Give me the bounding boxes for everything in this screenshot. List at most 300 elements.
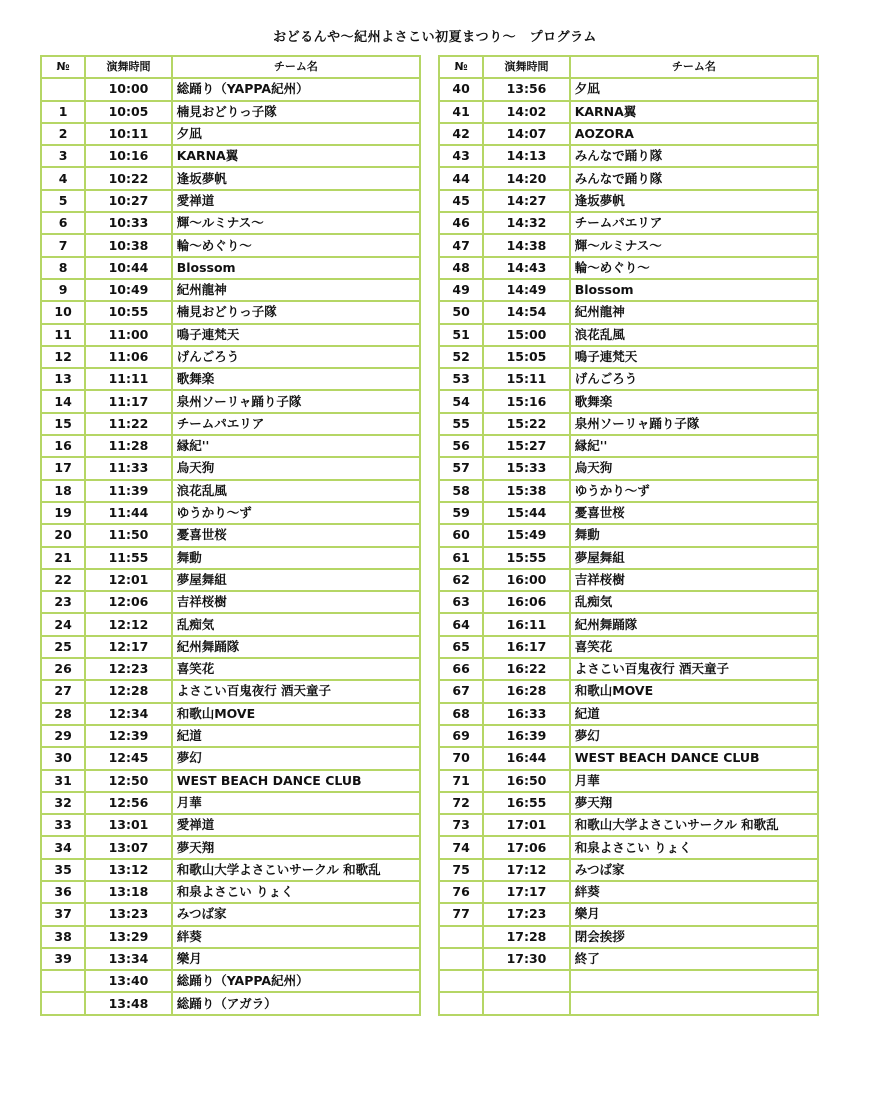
cell-no: 38 [42,927,86,949]
cell-time: 16:06 [484,592,570,614]
cell-team: WEST BEACH DANCE CLUB [173,771,419,793]
cell-team: げんごろう [571,369,817,391]
table-row [440,525,817,547]
table-row [440,369,817,391]
table-row [42,481,419,503]
table-row [42,837,419,859]
cell-time: 10:16 [86,146,172,168]
cell-team: 輪〜めぐり〜 [571,258,817,280]
cell-no: 23 [42,592,86,614]
cell-time: 14:20 [484,168,570,190]
cell-team: 紀州龍神 [571,302,817,324]
cell-time: 14:49 [484,280,570,302]
cell-team: 夢幻 [571,726,817,748]
cell-time: 13:40 [86,971,172,993]
cell-time: 11:22 [86,414,172,436]
table-row [440,347,817,369]
cell-time: 17:28 [484,927,570,949]
cell-team: 泉州ソーリャ踊り子隊 [571,414,817,436]
cell-time: 16:00 [484,570,570,592]
cell-team: 和歌山MOVE [571,681,817,703]
table-row [42,993,419,1013]
cell-no: 69 [440,726,484,748]
table-row [440,793,817,815]
cell-team: 和歌山MOVE [173,704,419,726]
cell-time: 12:56 [86,793,172,815]
cell-team: 絆葵 [571,882,817,904]
table-row [440,280,817,302]
cell-team: WEST BEACH DANCE CLUB [571,748,817,770]
cell-team: 総踊り（アガラ） [176,995,277,1011]
table-row [42,79,419,101]
cell-time: 12:50 [86,771,172,793]
table-row [42,815,419,837]
cell-time: 13:07 [86,837,172,859]
table-row [42,325,419,347]
table-row [440,570,817,592]
cell-time: 17:06 [484,837,570,859]
cell-time: 12:23 [86,659,172,681]
cell-team: 月華 [173,793,419,815]
cell-time: 16:28 [484,681,570,703]
table-row [440,882,817,904]
cell-time: 13:34 [86,949,172,971]
cell-time: 12:34 [86,704,172,726]
cell-team: 夢屋舞組 [173,570,419,592]
cell-team: 樂月 [173,949,419,971]
cell-no: 35 [42,860,86,882]
cell-time: 16:17 [484,637,570,659]
cell-time: 17:17 [484,882,570,904]
cell-no: 15 [42,414,86,436]
table-row [42,726,419,748]
cell-team: 夕凪 [173,124,419,146]
table-row [42,525,419,547]
cell-time: 14:43 [484,258,570,280]
cell-time: 10:05 [86,102,172,124]
table-row [440,971,817,993]
cell-team: 紀州舞踊隊 [173,637,419,659]
cell-time: 10:33 [86,213,172,235]
cell-no: 43 [440,146,484,168]
cell-team: 浪花乱風 [173,481,419,503]
cell-no: 33 [42,815,86,837]
table-row [440,927,817,949]
cell-team: 絆葵 [173,927,419,949]
cell-team: よさこい百鬼夜行 酒天童子 [571,659,817,681]
cell-team: 紀州舞踊隊 [571,614,817,636]
cell-team: 夢屋舞組 [571,548,817,570]
table-row [42,637,419,659]
cell-no: 18 [42,481,86,503]
cell-no: 49 [440,280,484,302]
cell-time: 17:12 [484,860,570,882]
cell-no: 17 [42,458,86,480]
table-row [42,168,419,190]
table-row [42,369,419,391]
cell-no: 16 [42,436,86,458]
cell-no [440,949,484,971]
table-row [440,325,817,347]
cell-time: 15:16 [484,391,570,413]
cell-no: 28 [42,704,86,726]
cell-time: 15:27 [484,436,570,458]
cell-team: 逢坂夢帆 [571,191,817,213]
cell-team: チームパエリア [571,213,817,235]
table-row [42,904,419,926]
header-no: № [440,57,484,79]
cell-time: 15:22 [484,414,570,436]
cell-no: 20 [42,525,86,547]
cell-team: 喜笑花 [173,659,419,681]
cell-no: 39 [42,949,86,971]
cell-team: 憂喜世桜 [571,503,817,525]
cell-no: 4 [42,168,86,190]
cell-time: 16:55 [484,793,570,815]
table-row [440,993,817,1013]
cell-no: 11 [42,325,86,347]
cell-team: 愛禅道 [173,815,419,837]
cell-no: 45 [440,191,484,213]
cell-team: 烏天狗 [571,458,817,480]
table-row [440,302,817,324]
table-row [440,748,817,770]
cell-team: 終了 [571,949,817,971]
cell-no [440,993,484,1013]
cell-no: 47 [440,235,484,257]
cell-no: 8 [42,258,86,280]
cell-no: 74 [440,837,484,859]
cell-team [571,993,817,1013]
table-row [42,391,419,413]
page-title: おどるんや〜紀州よさこい初夏まつり〜 プログラム [273,30,597,45]
cell-no: 25 [42,637,86,659]
cell-no: 42 [440,124,484,146]
table-row [42,771,419,793]
cell-time: 14:13 [484,146,570,168]
cell-team: Blossom [173,258,419,280]
cell-no [440,971,484,993]
cell-team: 夢幻 [173,748,419,770]
table-header-row [42,57,419,79]
cell-time: 11:11 [86,369,172,391]
cell-team: 縁紀'' [173,436,419,458]
table-row [440,124,817,146]
cell-no: 68 [440,704,484,726]
cell-team: 和歌山大学よさこいサークル 和歌乱 [571,815,817,837]
cell-no: 26 [42,659,86,681]
cell-no [42,79,86,101]
table-row [42,191,419,213]
cell-no: 30 [42,748,86,770]
cell-no: 22 [42,570,86,592]
cell-no: 57 [440,458,484,480]
cell-no: 29 [42,726,86,748]
header-team: チーム名 [173,57,419,79]
cell-team: 閉会挨拶 [571,927,817,949]
table-row [440,503,817,525]
cell-no: 76 [440,882,484,904]
cell-no: 70 [440,748,484,770]
cell-time: 15:33 [484,458,570,480]
cell-team: 楠見おどりっ子隊 [173,102,419,124]
cell-time: 11:44 [86,503,172,525]
cell-no: 34 [42,837,86,859]
cell-no: 21 [42,548,86,570]
cell-team: 鳴子連梵天 [173,325,419,347]
cell-team: 夕凪 [571,79,817,101]
cell-team: 歌舞楽 [173,369,419,391]
cell-no: 44 [440,168,484,190]
cell-time: 12:28 [86,681,172,703]
cell-no: 66 [440,659,484,681]
cell-team: 縁紀'' [571,436,817,458]
cell-time: 16:33 [484,704,570,726]
table-row [42,860,419,882]
cell-team: Blossom [571,280,817,302]
table-row [440,904,817,926]
cell-time: 11:06 [86,347,172,369]
cell-team: 喜笑花 [571,637,817,659]
cell-team: みつば家 [173,904,419,926]
table-row [440,191,817,213]
cell-no: 13 [42,369,86,391]
cell-no: 24 [42,614,86,636]
cell-time: 12:17 [86,637,172,659]
header-time: 演舞時間 [484,57,570,79]
cell-no: 3 [42,146,86,168]
cell-time [484,993,570,1013]
cell-time: 13:29 [86,927,172,949]
cell-team: 輝〜ルミナス〜 [173,213,419,235]
cell-no: 71 [440,771,484,793]
cell-team: KARNA翼 [173,146,419,168]
cell-time: 13:23 [86,904,172,926]
cell-time: 10:44 [86,258,172,280]
table-row [440,102,817,124]
cell-no: 51 [440,325,484,347]
cell-no: 64 [440,614,484,636]
table-row [42,793,419,815]
cell-time: 14:02 [484,102,570,124]
table-row [42,414,419,436]
cell-no: 7 [42,235,86,257]
cell-team: 月華 [571,771,817,793]
table-row [440,704,817,726]
cell-time: 12:06 [86,592,172,614]
program-table-right [438,55,819,1016]
cell-time: 15:38 [484,481,570,503]
cell-time: 13:18 [86,882,172,904]
cell-team: ゆうかり〜ず [571,481,817,503]
table-row [42,971,419,993]
table-row [42,213,419,235]
cell-no: 61 [440,548,484,570]
table-row [440,837,817,859]
table-row [440,481,817,503]
table-row [440,726,817,748]
cell-time: 11:28 [86,436,172,458]
table-row [440,213,817,235]
cell-time: 14:32 [484,213,570,235]
cell-team: 吉祥桜樹 [173,592,419,614]
cell-no: 62 [440,570,484,592]
table-row [42,280,419,302]
table-row [42,102,419,124]
table-row [440,146,817,168]
cell-time: 15:44 [484,503,570,525]
program-table-left [40,55,421,1016]
table-row [42,503,419,525]
table-row [42,748,419,770]
cell-no: 50 [440,302,484,324]
cell-time: 10:38 [86,235,172,257]
cell-no: 54 [440,391,484,413]
table-row [42,548,419,570]
cell-time: 12:39 [86,726,172,748]
cell-time: 11:55 [86,548,172,570]
cell-no: 12 [42,347,86,369]
cell-team: 憂喜世桜 [173,525,419,547]
cell-team: 吉祥桜樹 [571,570,817,592]
cell-time: 11:33 [86,458,172,480]
table-row [440,614,817,636]
cell-no: 65 [440,637,484,659]
cell-time: 17:23 [484,904,570,926]
program-table-left-body [42,57,419,1014]
cell-time: 15:05 [484,347,570,369]
table-row [440,168,817,190]
cell-time: 11:39 [86,481,172,503]
table-row [440,436,817,458]
cell-team: みつば家 [571,860,817,882]
table-row [42,146,419,168]
table-row [440,659,817,681]
program-table-right-body [440,57,817,1014]
table-row [440,458,817,480]
cell-no: 31 [42,771,86,793]
table-row [440,771,817,793]
cell-time: 15:11 [484,369,570,391]
cell-no: 5 [42,191,86,213]
cell-team: 歌舞楽 [571,391,817,413]
cell-team: 舞動 [173,548,419,570]
cell-no: 46 [440,213,484,235]
cell-team: 総踊り（YAPPA紀州） [173,971,419,993]
cell-team: 夢天翔 [571,793,817,815]
cell-time: 16:11 [484,614,570,636]
cell-team: 逢坂夢帆 [173,168,419,190]
cell-no: 63 [440,592,484,614]
table-row [440,949,817,971]
cell-team: 烏天狗 [173,458,419,480]
cell-time: 11:00 [86,325,172,347]
cell-team: 愛禅道 [173,191,419,213]
table-row [42,592,419,614]
cell-team [571,971,817,993]
cell-team: 紀道 [571,704,817,726]
cell-team: 乱痴気 [571,592,817,614]
cell-team: 紀道 [173,726,419,748]
table-row [440,592,817,614]
table-row [42,614,419,636]
cell-no: 58 [440,481,484,503]
cell-team: みんなで踊り隊 [571,168,817,190]
cell-time: 10:00 [86,79,172,101]
cell-time: 13:56 [484,79,570,101]
table-row [440,548,817,570]
cell-time: 10:55 [86,302,172,324]
cell-no: 10 [42,302,86,324]
table-row [42,704,419,726]
cell-no: 19 [42,503,86,525]
table-row [42,302,419,324]
cell-no [42,993,86,1013]
cell-time: 15:00 [484,325,570,347]
table-row [440,681,817,703]
cell-team: 紀州龍神 [173,280,419,302]
cell-team: AOZORA [571,124,817,146]
cell-team: KARNA翼 [571,102,817,124]
cell-no: 41 [440,102,484,124]
cell-team: よさこい百鬼夜行 酒天童子 [173,681,419,703]
cell-no: 73 [440,815,484,837]
cell-time: 12:01 [86,570,172,592]
cell-team: 輪〜めぐり〜 [173,235,419,257]
table-row [42,570,419,592]
cell-team: 楠見おどりっ子隊 [173,302,419,324]
cell-time: 14:27 [484,191,570,213]
cell-no: 59 [440,503,484,525]
cell-no: 48 [440,258,484,280]
cell-time: 11:17 [86,391,172,413]
table-row [42,927,419,949]
cell-team: 輝〜ルミナス〜 [571,235,817,257]
table-row [42,882,419,904]
cell-time: 16:50 [484,771,570,793]
cell-no: 53 [440,369,484,391]
table-row [440,391,817,413]
table-row [42,458,419,480]
header-time: 演舞時間 [86,57,172,79]
cell-team: 樂月 [571,904,817,926]
cell-time: 13:12 [86,860,172,882]
cell-time: 16:39 [484,726,570,748]
cell-time: 12:45 [86,748,172,770]
cell-time: 10:49 [86,280,172,302]
cell-team: げんごろう [173,347,419,369]
cell-no: 40 [440,79,484,101]
cell-no: 27 [42,681,86,703]
cell-time: 14:38 [484,235,570,257]
table-row [42,347,419,369]
table-row [42,949,419,971]
cell-no: 2 [42,124,86,146]
table-row [42,681,419,703]
cell-time: 17:01 [484,815,570,837]
cell-no: 9 [42,280,86,302]
table-row [440,637,817,659]
cell-no: 6 [42,213,86,235]
table-row [440,235,817,257]
cell-team: 総踊り（YAPPA紀州） [173,79,419,101]
table-row [42,235,419,257]
cell-no [440,927,484,949]
cell-time: 12:12 [86,614,172,636]
cell-team: 浪花乱風 [571,325,817,347]
cell-time [484,971,570,993]
cell-team: ゆうかり〜ず [173,503,419,525]
